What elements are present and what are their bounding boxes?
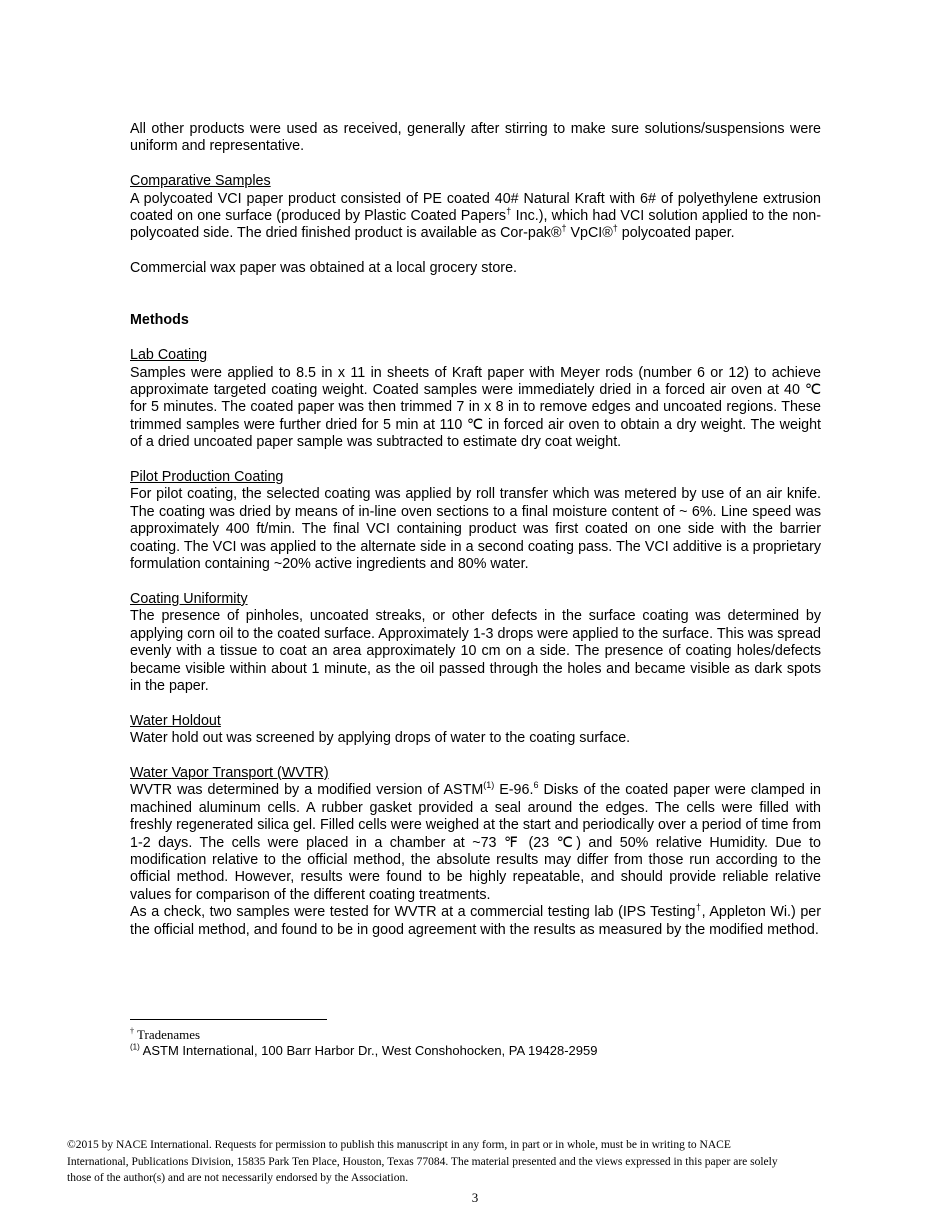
wvtr-check-paragraph: As a check, two samples were tested for WVTR at a commercial testing lab (IPS Testing†, Appleton Wi.) per the official method, and found to be in good agreement with the results as measured by the modified method. (130, 902, 821, 938)
wax-paper-paragraph: Commercial wax paper was obtained at a local grocery store. (130, 260, 517, 277)
footnote-tradenames: † Tradenames (130, 1026, 201, 1042)
pilot-coating-paragraph: For pilot coating, the selected coating was applied by roll transfer which was metered by use of an air knife. The coating was dried by means of in-line oven sections to a final moisture content of ~ 6%. Line speed was approximately 400 ft/min. The final VCI containing product was first coated on one side with the barrier coating. The VCI was applied to the alternate side in a second coating pass. The VCI additive is a proprietary formulation containing ~20% active ingredients and 80% water. (130, 486, 821, 573)
intro-paragraph: All other products were used as received, generally after stirring to make sure solutions/suspensions were uniform and representative. (130, 121, 821, 155)
body-text (130, 121, 821, 939)
wvtr-paragraph: WVTR was determined by a modified version of ASTM$^{(1)}$ E-96.$^6$ Disks of the coated paper were clamped in machined aluminum cells. A rubber gasket provided a seal around the edges. The cells were filled with freshly regenerated silica gel. Filled cells were weighed at the start and periodically over a period of time from 1-2 days. The cells were placed in a chamber at ~73 ℉ (23 ℃) and 50% relative Humidity. Due to modification relative to the official method, the absolute results may differ from those run according to the official method. However, results were found to be highly repeatable, and should provide reliable relative values for comparison of the different coating treatments. (130, 780, 822, 903)
water-holdout-paragraph: Water hold out was screened by applying drops of water to the coating surface. (130, 730, 631, 747)
comparative-samples-paragraph: A polycoated VCI paper product consisted of PE coated 40# Natural Kraft with 6# of polyethylene extrusion coated on one surface (produced by Plastic Coated Papers† Inc.), which had VCI solution applied to the non-polycoated side. The dried finished product is available as Cor-pak®† VpCI®† polycoated paper. (130, 190, 821, 242)
footnotes (130, 1027, 830, 1059)
tradename-mark: † (695, 902, 702, 913)
coating-uniformity-heading: Coating Uniformity (130, 590, 248, 607)
tradename-mark: † (612, 223, 618, 234)
methods-heading: Methods (130, 312, 189, 329)
copyright-notice: ©2015 by NACE International. Requests for permission to publish this manuscript in any form, in part or in whole, must be in writing to NACE International, Publications Division, 15835 Park Ten Place, Houston, Texas 77084. The material presented and the views expressed in this paper are solely those of the author(s) and are not necessarily endorsed by the Association. (67, 1139, 778, 1185)
coating-uniformity-paragraph: The presence of pinholes, uncoated streaks, or other defects in the surface coating was determined by applying corn oil to the coated surface. Approximately 1-3 drops were applied to the surface. This was spread evenly with a tissue to coat an area approximately 10 cm on a side. The presence of coating holes/defects became visible within about 1 minute, as the oil passed through the holes and became visible as dark spots in the paper. (130, 608, 821, 694)
citation-ref: 6 (533, 780, 539, 791)
footnote-ref: (1) (483, 780, 495, 791)
tradename-mark: † (506, 206, 512, 217)
comparative-samples-heading: Comparative Samples (130, 173, 271, 190)
footnote-divider (130, 1019, 327, 1020)
water-holdout-heading: Water Holdout (130, 712, 221, 729)
footnote-astm: $^{(1)}$ ASTM International, 100 Barr Harbor Dr., West Conshohocken, PA 19428-2959 (130, 1042, 598, 1058)
lab-coating-paragraph: Samples were applied to 8.5 in x 11 in sheets of Kraft paper with Meyer rods (number 6 or 12) to achieve approximate targeted coating weight. Coated samples were immediately dried in a forced air oven at 40 ℃ for 5 minutes. The coated paper was then trimmed 7 in x 8 in to remove edges and uncoated regions. These trimmed samples were further dried for 5 min at 110 ℃ in forced air oven to obtain a dry weight. The weight of a dried uncoated paper sample was subtracted to estimate dry coat weight. (130, 364, 821, 451)
page-number: 3 (471, 1190, 479, 1205)
wvtr-heading: Water Vapor Transport (WVTR) (130, 764, 329, 781)
pilot-coating-heading: Pilot Production Coating (130, 469, 284, 486)
lab-coating-heading: Lab Coating (130, 347, 208, 364)
tradename-mark: † (561, 223, 567, 234)
